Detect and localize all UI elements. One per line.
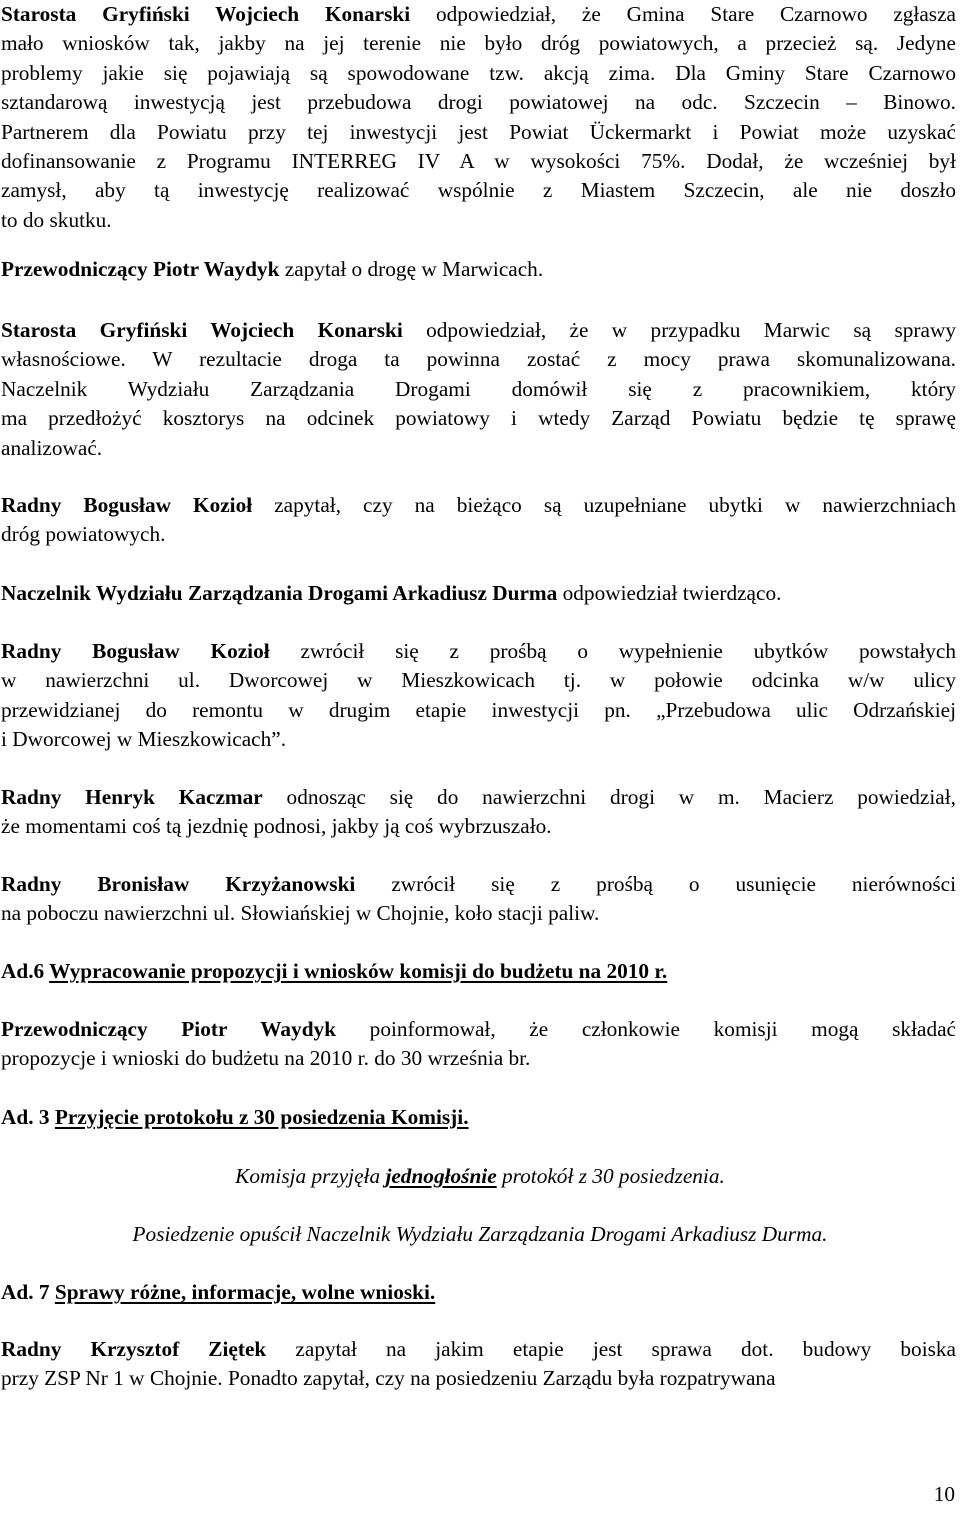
bold-text: Ad. 7: [1, 1280, 55, 1304]
text-line: [1, 957, 956, 986]
text-line: [1, 176, 956, 205]
text-line: [0, 1162, 960, 1191]
text-line: [1, 345, 956, 374]
text-run: i Dworcowej w Mieszkowicach”.: [1, 727, 287, 752]
paragraph: [1, 870, 956, 929]
text-line: [1, 316, 956, 345]
text-run: odpowiedział twierdząco.: [557, 581, 782, 605]
text-line: [1, 29, 956, 58]
text-run: ma przedłożyć kosztorys na odcinek powiatowy i wtedy Zarząd Powiatu będzie tę sprawę: [1, 406, 956, 431]
paragraph: [1, 579, 956, 608]
text-line: [1, 1015, 956, 1044]
text-run: Naczelnik Wydziału Zarządzania Drogami domówił się z pracownikiem, który: [1, 376, 956, 401]
bold-text: Radny Bogusław Kozioł: [1, 493, 253, 517]
page-number: 10: [933, 1482, 955, 1506]
text-run: sztandarową inwestycją jest przebudowa drogi powiatowej na odc. Szczecin – Binowo.: [1, 90, 956, 115]
text-line: [1, 118, 956, 147]
bold-text: Radny Krzysztof Ziętek: [1, 1337, 267, 1361]
text-run: propozycje i wnioski do budżetu na 2010 r. do 30 września br.: [1, 1046, 531, 1071]
text-run: że momentami coś tą jezdnię podnosi, jakby ją coś wybrzuszało.: [1, 814, 552, 839]
text-run: zamysł, aby tą inwestycję realizować wspólnie z Miastem Szczecin, ale nie doszło: [1, 178, 956, 203]
text-run: dróg powiatowych.: [1, 522, 166, 547]
text-line: [1, 812, 956, 841]
text-line: [1, 255, 956, 284]
text-run: odpowiedział, że Gmina Stare Czarnowo zgłasza: [410, 2, 956, 26]
bold-text: Przewodniczący Piotr Waydyk: [1, 1017, 337, 1041]
text-run: na poboczu nawierzchni ul. Słowiańskiej w Chojnie, koło stacji paliw.: [1, 901, 600, 926]
paragraph: [1, 316, 956, 463]
paragraph: [1, 491, 956, 550]
bold-text: Wypracowanie propozycji i wniosków komisji do budżetu na 2010 r.: [49, 959, 668, 983]
text-line: [1, 520, 956, 549]
text-run: własnościowe. W rezultacie droga ta powinna zostać z mocy prawa skomunalizowana.: [1, 347, 956, 372]
text-line: [1, 870, 956, 899]
paragraph: [1, 637, 956, 755]
paragraph: [1, 783, 956, 842]
text-run: odpowiedział, że w przypadku Marwic są sprawy: [402, 318, 956, 342]
text-run: Partnerem dla Powiatu przy tej inwestycji jest Powiat Ückermarkt i Powiat może uzyskać: [1, 119, 956, 144]
text-line: [1, 1364, 956, 1393]
text-line: [1, 1278, 956, 1307]
text-run: poinformował, że członkowie komisji mogą składać: [336, 1017, 956, 1041]
text-line: [1, 637, 956, 666]
text-line: [1, 59, 956, 88]
bold-text: Radny Henryk Kaczmar: [1, 785, 263, 809]
text-line: [1, 0, 956, 29]
text-line: [1, 1335, 956, 1364]
paragraph: [1, 0, 956, 235]
text-run: mało wniosków tak, jakby na jej terenie nie było dróg powiatowych, a przecież są. Jedyne: [1, 31, 956, 56]
paragraph: [1, 957, 956, 986]
text-line: [1, 88, 956, 117]
text-run: problemy jakie się pojawiają są spowodowane tzw. akcją zima. Dla Gminy Stare Czarnowo: [1, 60, 956, 85]
text-run: Komisja przyjęła: [235, 1164, 386, 1188]
text-line: [1, 783, 956, 812]
text-line: [1, 579, 956, 608]
text-line: [1, 491, 956, 520]
bold-text: Przyjęcie protokołu z 30 posiedzenia Komisji.: [54, 1105, 469, 1129]
bold-text: Ad. 3: [1, 1105, 55, 1129]
paragraph: [1, 1278, 956, 1307]
bold-text: Przewodniczący Piotr Waydyk: [1, 257, 280, 281]
paragraph: [1, 1103, 956, 1132]
text-run: zapytał o drogę w Marwicach.: [279, 257, 544, 281]
paragraph: [1, 1015, 956, 1074]
text-run: przy ZSP Nr 1 w Chojnie. Ponadto zapytał, czy na posiedzeniu Zarządu była rozpatrywana: [1, 1366, 776, 1391]
bold-text: Radny Bogusław Kozioł: [1, 639, 270, 663]
text-line: [1, 434, 956, 463]
text-run: to do skutku.: [1, 207, 112, 232]
text-line: [1, 696, 956, 725]
text-line: [1, 1103, 956, 1132]
bold-text: Starosta Gryfiński Wojciech Konarski: [1, 2, 411, 26]
paragraph: [0, 1220, 960, 1249]
text-run: odnosząc się do nawierzchni drogi w m. Macierz powiedział,: [262, 785, 956, 809]
bold-text: Radny Bronisław Krzyżanowski: [1, 872, 356, 896]
text-run: zwrócił się z prośbą o wypełnienie ubytków powstałych: [269, 639, 956, 663]
bold-text: jednogłośnie: [385, 1164, 497, 1188]
paragraph: [0, 1162, 960, 1191]
text-run: analizować.: [1, 435, 103, 460]
bold-text: Naczelnik Wydziału Zarządzania Drogami Arkadiusz Durma: [1, 581, 558, 605]
bold-text: Ad.6: [1, 959, 50, 983]
text-run: przewidzianej do remontu w drugim etapie inwestycji pn. „Przebudowa ulic Odrzańskiej: [1, 697, 956, 722]
text-line: [1, 375, 956, 404]
text-line: [1, 404, 956, 433]
text-run: zwrócił się z prośbą o usunięcie nierówności: [355, 872, 957, 896]
bold-text: Starosta Gryfiński Wojciech Konarski: [1, 318, 403, 342]
text-line: [1, 725, 956, 754]
paragraph: [1, 1335, 956, 1394]
text-run: dofinansowanie z Programu INTERREG IV A w wysokości 75%. Dodał, że wcześniej był: [1, 148, 956, 173]
text-run: zapytał, czy na bieżąco są uzupełniane ubytki w nawierzchniach: [252, 493, 956, 517]
text-line: [1, 147, 956, 176]
bold-text: Sprawy różne, informacje, wolne wnioski.: [54, 1280, 436, 1304]
text-line: [1, 1044, 956, 1073]
text-line: [1, 206, 956, 235]
text-line: [1, 666, 956, 695]
text-run: zapytał na jakim etapie jest sprawa dot. budowy boiska: [266, 1337, 957, 1361]
text-run: protokół z 30 posiedzenia.: [496, 1164, 725, 1188]
text-run: w nawierzchni ul. Dworcowej w Mieszkowicach tj. w połowie odcinka w/w ulicy: [1, 668, 956, 693]
text-line: [1, 899, 956, 928]
paragraph: [1, 255, 956, 284]
text-run: Posiedzenie opuścił Naczelnik Wydziału Zarządzania Drogami Arkadiusz Durma.: [132, 1222, 828, 1246]
text-line: [0, 1220, 960, 1249]
